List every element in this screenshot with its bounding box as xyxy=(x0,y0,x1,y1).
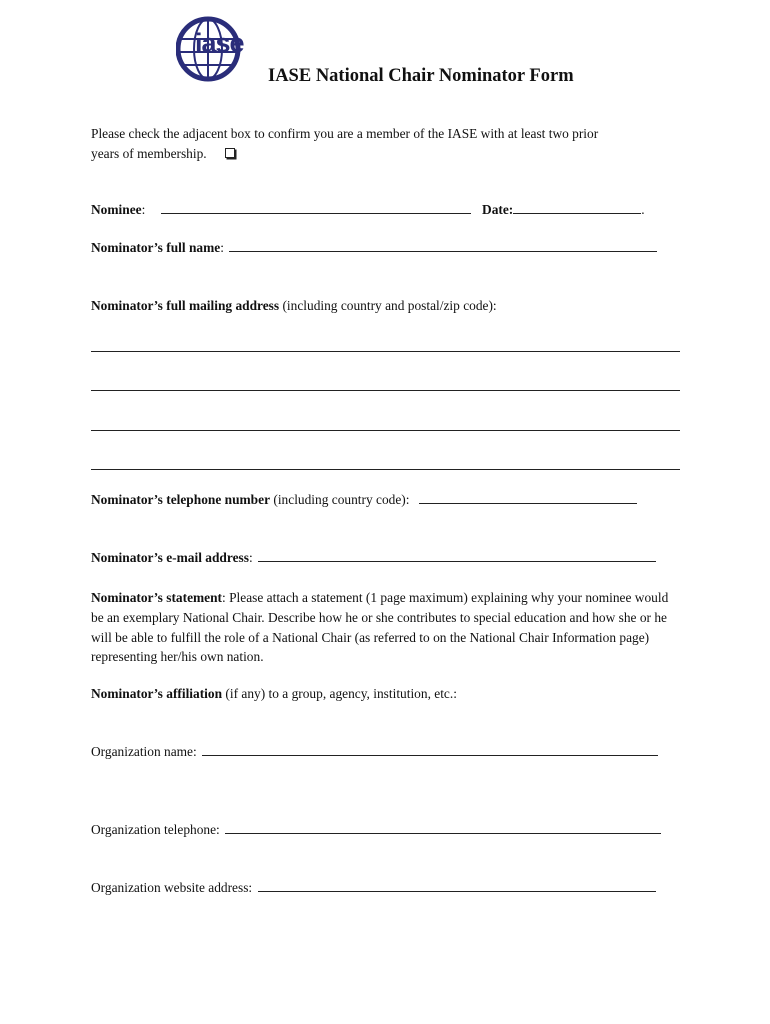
org-phone-row xyxy=(91,822,661,838)
full-name-row xyxy=(91,240,657,256)
mailing-address-label: Nominator’s full mailing address xyxy=(91,298,280,313)
membership-text: Please check the adjacent box to confirm you are a member of the IASE with at least two prior xyxy=(91,126,599,141)
affiliation-note: (if any) to a group, agency, institution, etc.: xyxy=(222,686,457,701)
full-name-colon: : xyxy=(220,240,224,255)
full-name-field[interactable] xyxy=(229,250,657,252)
telephone-field[interactable] xyxy=(419,502,637,504)
mailing-address-row xyxy=(91,298,497,314)
email-colon: : xyxy=(248,550,253,565)
nominee-colon: : xyxy=(141,202,146,217)
org-phone-field[interactable] xyxy=(225,832,661,834)
org-website-label: Organization website address: xyxy=(91,880,253,895)
mailing-address-line-4[interactable] xyxy=(91,469,680,470)
nominee-row xyxy=(91,202,645,218)
mailing-address-line-2[interactable] xyxy=(91,390,680,391)
statement-paragraph xyxy=(91,588,681,667)
mailing-address-line-1[interactable] xyxy=(91,351,680,352)
full-name-label: Nominator’s full name xyxy=(91,240,221,255)
org-name-label: Organization name: xyxy=(91,744,197,759)
nominee-label: Nominee xyxy=(91,202,142,217)
org-name-field[interactable] xyxy=(202,754,658,756)
org-name-row xyxy=(91,744,658,760)
email-row xyxy=(91,550,656,566)
org-website-row xyxy=(91,880,656,896)
page-title: IASE National Chair Nominator Form xyxy=(268,66,574,86)
nominee-field[interactable] xyxy=(161,212,471,214)
logo-wordmark: iase xyxy=(195,28,244,58)
email-label: Nominator’s e-mail address xyxy=(91,550,249,565)
membership-paragraph xyxy=(91,124,691,164)
affiliation-row xyxy=(91,686,457,702)
mailing-address-line-3[interactable] xyxy=(91,430,680,431)
membership-checkbox[interactable] xyxy=(225,148,235,158)
org-website-field[interactable] xyxy=(258,890,656,892)
email-field[interactable] xyxy=(258,560,656,562)
mailing-address-note: (including country and postal/zip code): xyxy=(279,298,497,313)
membership-text-line2: years of membership. xyxy=(91,145,207,161)
affiliation-label: Nominator’s affiliation xyxy=(91,686,223,701)
date-label: Date: xyxy=(482,202,514,217)
telephone-label: Nominator’s telephone number xyxy=(91,492,271,507)
statement-label: Nominator’s statement xyxy=(91,590,223,605)
statement-text: : Please attach a statement (1 page maximum) explaining why your nominee would be an exemplary National Chair. Describe how he or she contributes to special education and how she or he will be able to fulfill the role of a National Chair (as referred to on the National Chair Information page) representing her/his own nation. xyxy=(91,590,669,665)
telephone-row xyxy=(91,492,637,508)
date-field[interactable] xyxy=(513,212,641,214)
telephone-note: (including country code): xyxy=(270,492,410,507)
date-suffix: . xyxy=(641,202,645,217)
org-phone-label: Organization telephone: xyxy=(91,822,220,837)
